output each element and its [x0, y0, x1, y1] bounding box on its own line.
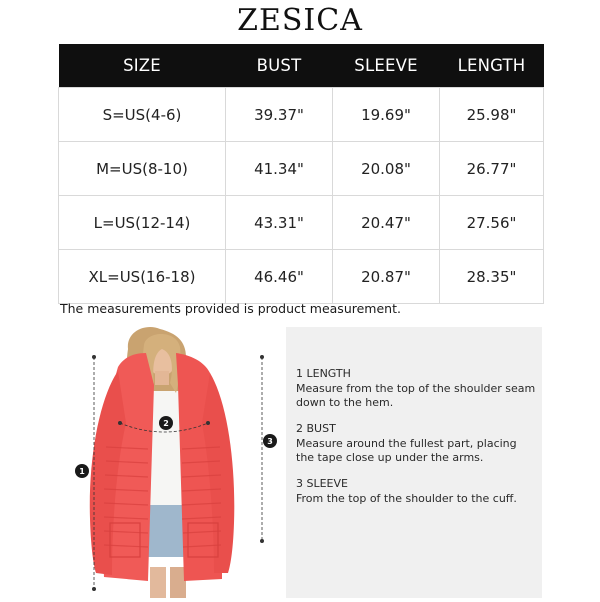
cell-size: M=US(8-10)	[59, 142, 226, 196]
header-bust: BUST	[226, 44, 333, 88]
marker-3-label: 3	[267, 437, 273, 446]
cell-sleeve: 20.47"	[333, 196, 440, 250]
guide-sleeve-title: 3 SLEEVE	[296, 477, 348, 490]
table-row	[59, 250, 544, 304]
cell-sleeve: 20.87"	[333, 250, 440, 304]
guide-length-title: 1 LENGTH	[296, 367, 351, 380]
guide-length-desc: Measure from the top of the shoulder seam down to the hem.	[296, 381, 536, 409]
marker-1-label: 1	[79, 467, 85, 476]
cell-length: 25.98"	[440, 88, 544, 142]
guide-sleeve	[296, 477, 536, 506]
header-length: LENGTH	[440, 44, 544, 88]
measurement-note: The measurements provided is product measurement.	[60, 301, 401, 316]
size-chart-table	[58, 44, 544, 304]
cell-bust: 41.34"	[226, 142, 333, 196]
guide-sleeve-desc: From the top of the shoulder to the cuff.	[296, 491, 517, 505]
table-row	[59, 196, 544, 250]
cell-bust: 46.46"	[226, 250, 333, 304]
cell-size: L=US(12-14)	[59, 196, 226, 250]
guide-length	[296, 367, 536, 411]
marker-2-label: 2	[163, 419, 169, 428]
brand-logo: ZESICA	[237, 3, 363, 38]
cell-length: 28.35"	[440, 250, 544, 304]
header-sleeve: SLEEVE	[333, 44, 440, 88]
table-row	[59, 88, 544, 142]
guide-bust-title: 2 BUST	[296, 422, 336, 435]
table-header-row	[59, 44, 544, 88]
cell-sleeve: 20.08"	[333, 142, 440, 196]
cell-length: 26.77"	[440, 142, 544, 196]
cell-bust: 39.37"	[226, 88, 333, 142]
model-photo	[58, 327, 283, 598]
cell-length: 27.56"	[440, 196, 544, 250]
header-size: SIZE	[59, 44, 226, 88]
table-row	[59, 142, 544, 196]
guide-bust	[296, 422, 536, 466]
measurement-guide-panel	[286, 327, 542, 598]
guide-bust-desc: Measure around the fullest part, placing the tape close up under the arms.	[296, 436, 517, 464]
cell-size: S=US(4-6)	[59, 88, 226, 142]
cell-size: XL=US(16-18)	[59, 250, 226, 304]
cell-sleeve: 19.69"	[333, 88, 440, 142]
cell-bust: 43.31"	[226, 196, 333, 250]
